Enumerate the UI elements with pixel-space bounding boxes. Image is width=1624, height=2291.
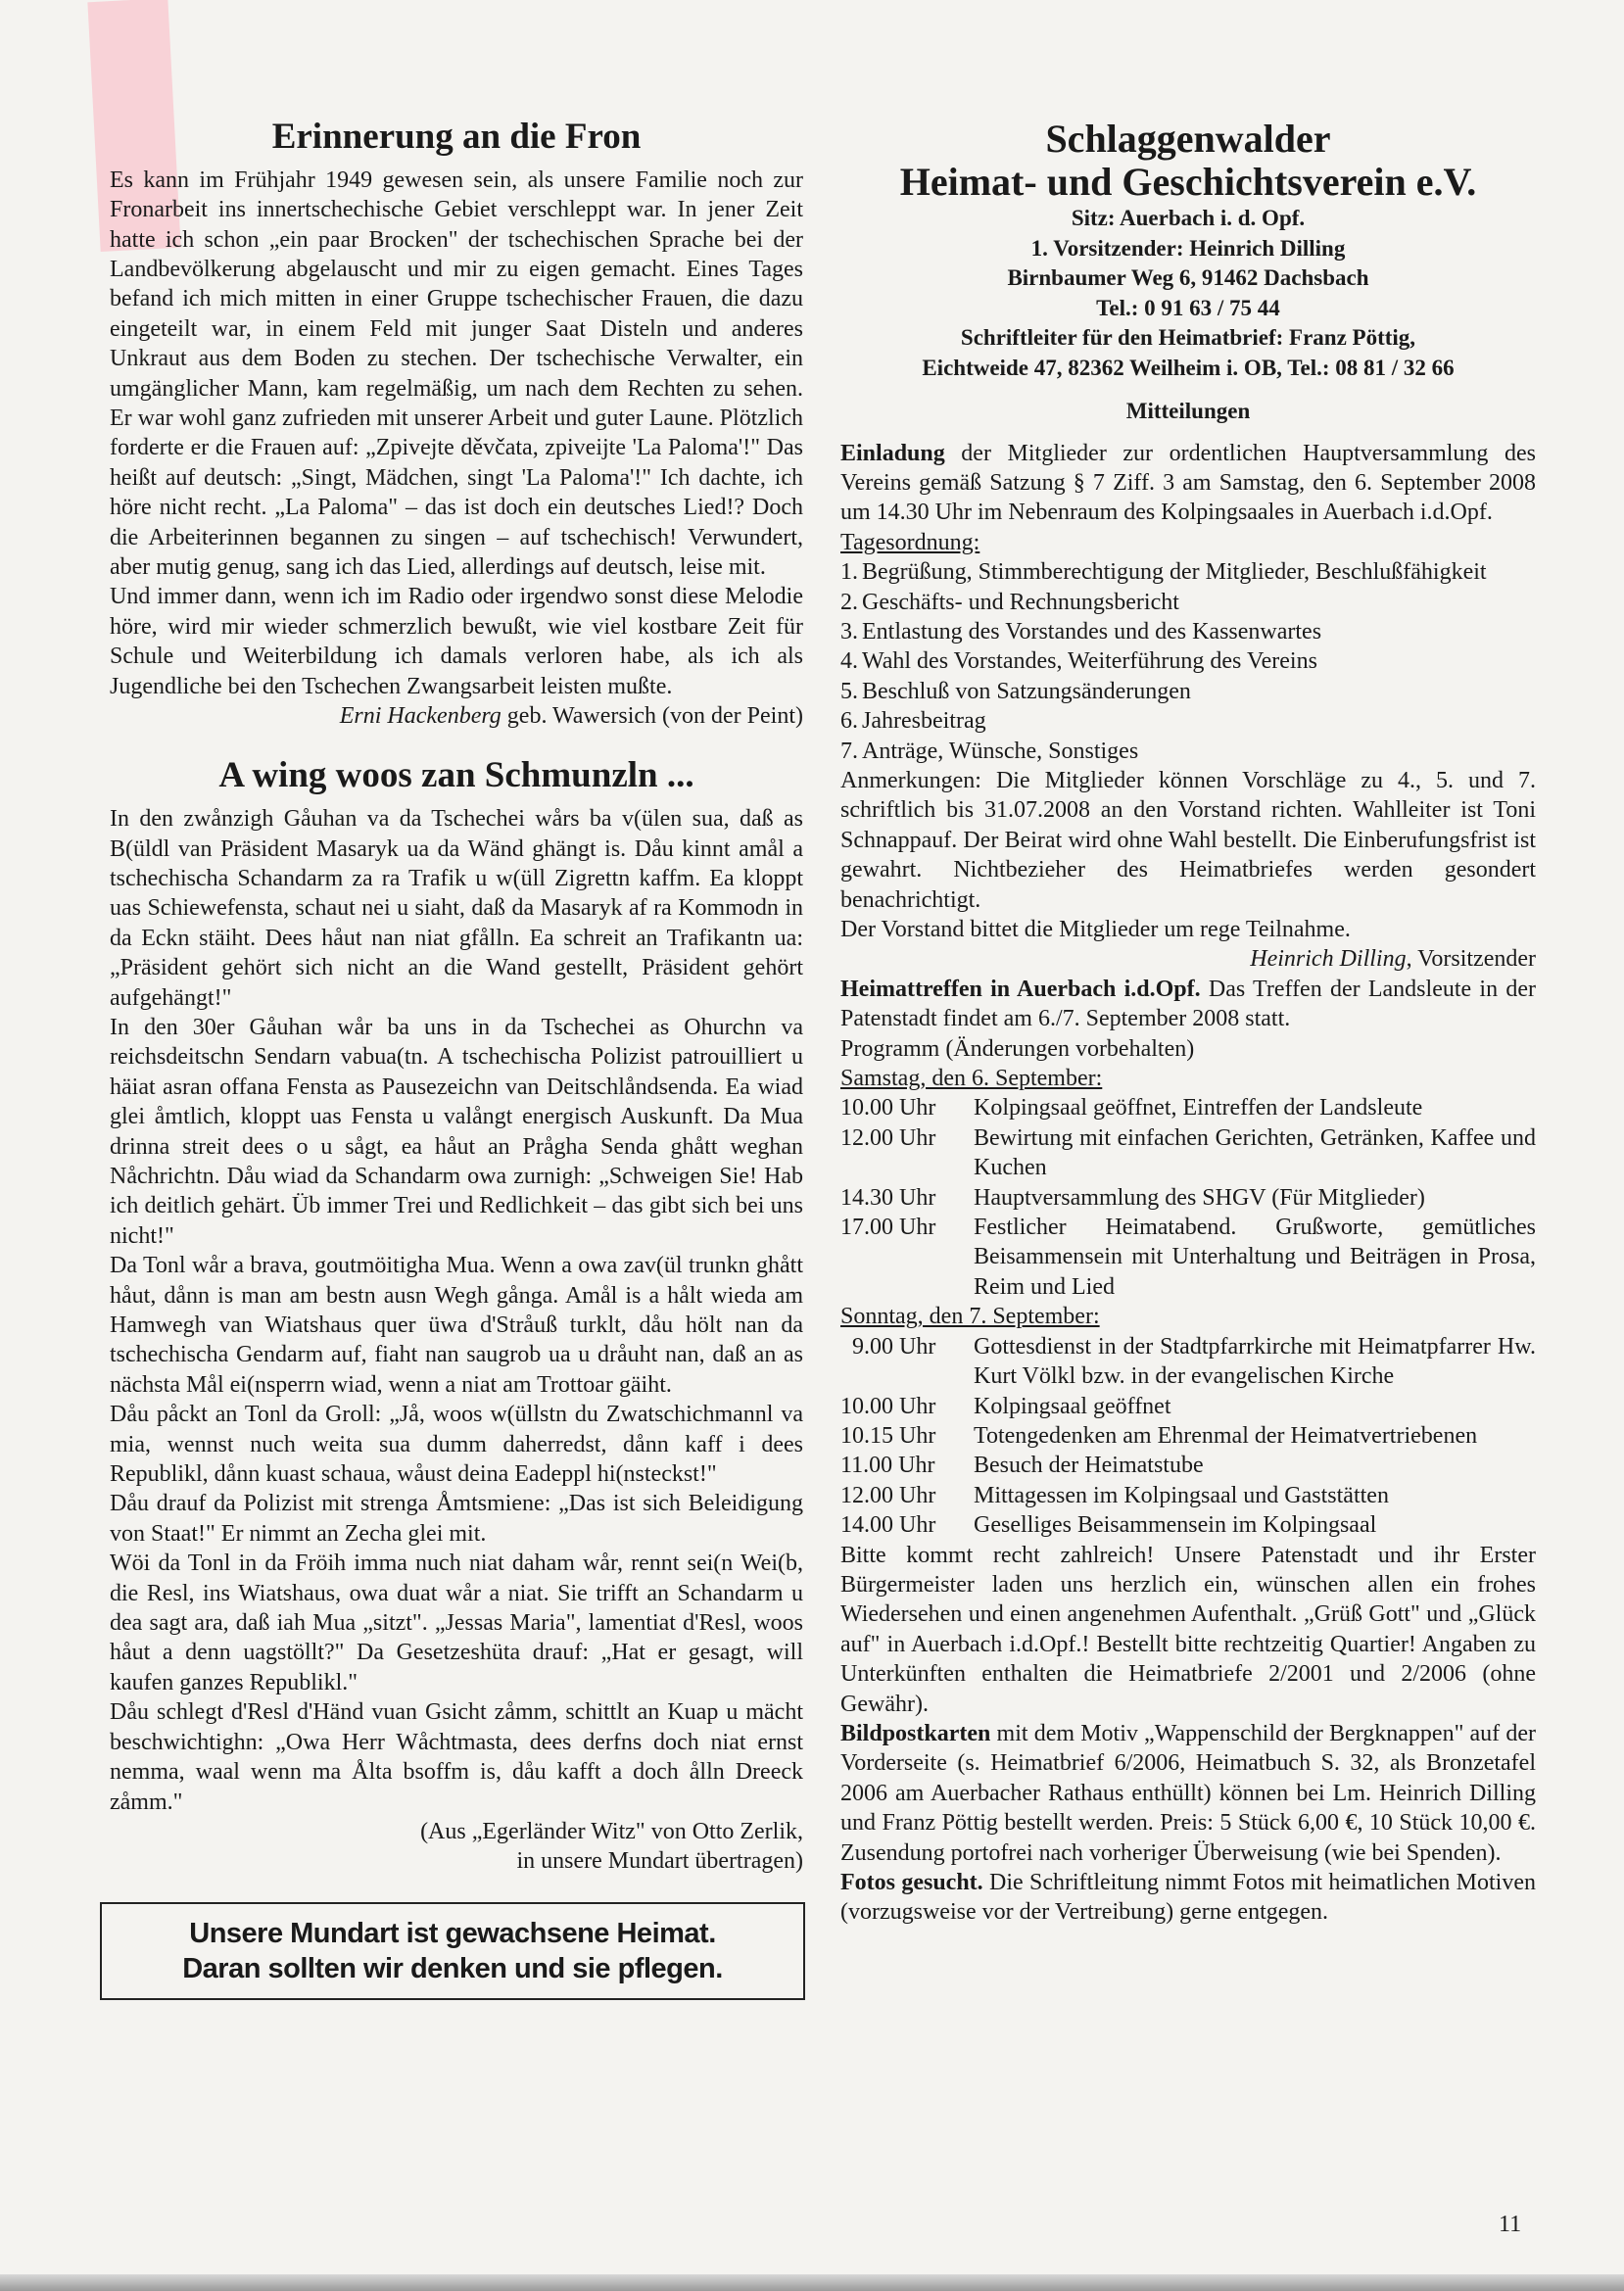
author-name: Erni Hackenberg — [339, 703, 502, 729]
joke-source-2: in unsere Mundart übertragen) — [516, 1848, 803, 1875]
agenda-item: 2. Geschäfts- und Rechnungsbericht — [840, 589, 1179, 615]
association-phone: Tel.: 0 91 63 / 75 44 — [1096, 295, 1280, 320]
joke-paragraph: Dåu drauf da Polizist mit strenga Åmtsmiene: „Das ist sich Beleidigung von Staat!" Er nimmt an Zecha glei mit. — [110, 1491, 803, 1547]
programm-line: Programm (Änderungen vorbehalten) — [840, 1035, 1195, 1062]
schedule-row: 10.00 Uhr Kolpingsaal geöffnet — [840, 1393, 1171, 1419]
agenda-item: 1. Begrüßung, Stimmberechtigung der Mitglieder, Beschlußfähigkeit — [840, 559, 1487, 586]
schedule-row: 12.00 Uhr Mittagessen im Kolpingsaal und Gaststätten — [840, 1482, 1389, 1508]
schedule-row: 14.00 Uhr Geselliges Beisammensein im Kolpingsaal — [840, 1512, 1377, 1539]
agenda-item: 3. Entlastung des Vorstandes und des Kassenwartes — [840, 618, 1322, 644]
agenda-item: 6. Jahresbeitrag — [840, 708, 986, 735]
callout-line-1: Unsere Mundart ist gewachsene Heimat. — [189, 1917, 716, 1949]
tagesordnung-label: Tagesordnung: — [840, 529, 980, 555]
agenda-item: 4. Wahl des Vorstandes, Weiterführung des Vereins — [840, 648, 1317, 675]
anmerkungen: Anmerkungen: Die Mitglieder können Vorschläge zu 4., 5. und 7. schriftlich bis 31.07.2008 an den Vorstand richten. Wahlleiter ist Toni Schnappauf. Der Beirat wird ohne Wahl bestellt. Die Einberufungsfrist ist gewahrt. Nichtbezieher des Heimatbriefes werden gesondert benachrichtigt. — [840, 767, 1536, 913]
callout-line-2: Daran sollten wir denken und sie pflegen. — [182, 1952, 723, 1984]
einladung-paragraph — [840, 439, 1536, 528]
association-seat: Sitz: Auerbach i. d. Opf. — [1071, 206, 1306, 230]
schedule-row: 10.15 Uhr Totengedenken am Ehrenmal der Heimatvertriebenen — [840, 1422, 1478, 1449]
scan-bottom-edge — [0, 2274, 1624, 2291]
bildpostkarten-paragraph: Bildpostkarten mit dem Motiv „Wappenschild der Bergknappen" auf der Vorderseite (s. Heimatbrief 6/2006, Heimatbuch S. 32, als Bronzetafel 2006 am Auerbacher Rathaus enthüllt) können bei Lm. Heinrich Dilling und Franz Pöttig bestellt werden. Preis: 5 Stück 6,00 €, 10 Stück 10,00 €. Zusendung portofrei nach vorheriger Überweisung (wie bei Spenden). — [840, 1720, 1536, 1866]
association-title-2: Heimat- und Geschichtsverein e.V. — [899, 160, 1477, 204]
story-fron-author — [110, 701, 803, 731]
left-column — [110, 118, 803, 2000]
schedule-row: 12.00 Uhr Bewirtung mit einfachen Gerichten, Getränken, Kaffee und Kuchen — [840, 1124, 1536, 1181]
editor-line: Schriftleiter für den Heimatbrief: Franz Pöttig, — [960, 325, 1416, 350]
story-title-schmunzln: A wing woos zan Schmunzln ... — [218, 755, 694, 796]
association-address: Birnbaumer Weg 6, 91462 Dachsbach — [1007, 265, 1369, 290]
agenda-item: 5. Beschluß von Satzungsänderungen — [840, 678, 1191, 704]
schedule-row: 11.00 Uhr Besuch der Heimatstube — [840, 1453, 1204, 1479]
joke-paragraph: Dåu påckt an Tonl da Groll: „Jå, woos w(üllstn du Zwatschichmannl va mia, wennst nuch weita sua dumm daherredst, dånn kaff i dees Republikl, dånn kuast schaua, wåust deina Eadeppl hi(nsteckst!" — [110, 1402, 803, 1488]
saturday-label: Samstag, den 6. September: — [840, 1066, 1103, 1092]
bitte-paragraph: Bitte kommt recht zahlreich! Unsere Patenstadt und ihr Erster Bürgermeister laden uns herzlich ein, wünschen allen ein frohes Wiedersehen und einen angenehmen Aufenthalt. „Grüß Gott" und „Glück auf" in Auerbach i.d.Opf.! Bestellt bitte rechtzeitig Quartier! Angaben zu Unterkünften enthalten die Heimatbriefe 2/2001 und 2/2006 (ohne Gewähr). — [840, 1542, 1536, 1717]
author-rest: geb. Wawersich (von der Peint) — [501, 703, 803, 729]
einladung-lead: Einladung — [840, 440, 945, 466]
page-number: 11 — [1499, 2212, 1522, 2237]
sunday-label: Sonntag, den 7. September: — [840, 1304, 1100, 1330]
story-fron-text: Es kann im Frühjahr 1949 gewesen sein, als unsere Familie noch zur Fronarbeit ins innertschechische Gebiet verschleppt war. In jener Zeit hatte ich schon „ein paar Brocken" der tschechischen Sprache bei der Landbevölkerung abgelauscht und mir zu eigen gemacht. Eines Tages befand ich mich mitten in einer Gruppe tschechischer Frauen, die dazu eingeteilt war, in einem Feld mit junger Saat Disteln und anderes Unkraut aus dem Boden zu stechen. Der tschechische Verwalter, ein umgänglicher Mann, kam regelmäßig, um nach dem Rechten zu sehen. Er war wohl ganz zufrieden mit unserer Arbeit und guter Laune. Plötzlich forderte er die Frauen auf: „Zpivejte děvčata, zpiveijte 'La Paloma'!" Das heißt auf deutsch: „Singt, Mädchen, singt 'La Paloma'!" Ich dachte, ich höre nicht recht. „La Paloma" – das ist doch ein deutsches Lied!? Doch die Arbeiterinnen begannen zu singen – auf tschechisch! Verwundert, aber mutig genug, sang ich das Lied, allerdings auf deutsch, leise mit. — [110, 167, 803, 580]
story-fron-text-2: Und immer dann, wenn ich im Radio oder irgendwo sonst diese Melodie höre, wird mir wieder schmerzlich bewußt, wie viel kostbare Zeit für Schule und Weiterbildung ich damals verloren habe, als ich als Jugendliche bei den Tschechen Zwangsarbeit leisten mußte. — [110, 584, 803, 699]
saturday-schedule — [840, 1093, 1536, 1302]
agenda-item: 7. Anträge, Wünsche, Sonstiges — [840, 738, 1139, 764]
joke-paragraph: Da Tonl wår a brava, goutmöitigha Mua. Wenn a owa zav(ül trunkn ghått håut, dånn is man am bestn ausn Wegh gånga. Amål is a hålt wieda am Hamwegh van Wiatshaus quer üwa d'Stråuß turklt, dåu hölt nan da tschechischa Gendarm auf, fiaht nan saugrob ua u dråuht nan, daß an as nächsta Mål ei(nsperrn wiad, wenn a niat am Trottoar gäiht. — [110, 1253, 803, 1398]
joke-paragraph: In den 30er Gåuhan wår ba uns in da Tschechei as Ohurchn va reichsdeitschn Sendarn vabua(tn. A tschechischa Polizist patrouilliert u häiat asran offana Fensta as Pausezeichn van Deitschlåndsenda. Ea wiad glei åmtlich, kloppt uas Fensta u valångt energisch Auskunft. Da Mua drinna streit dees o u sågt, ea håut an Prågha Senda ghått weghan Nåchrichtn. Dåu wiad da Schandarm owa zurnigh: „Schweigen Sie! Hab ich deitlich gehärt. Üb immer Trei und Redlichkeit – das gibt sich bei uns nicht!" — [110, 1014, 803, 1249]
joke-paragraph: In den zwånzigh Gåuhan va da Tschechei wårs ba v(ülen sua, daß as B(üldl van Präsident Masaryk ua da Wänd ghängt is. Dåu kinnt amål a tschechischa Schandarm za ra Trafik u w(üll Zigrettn kaffm. Ea kloppt uas Schiewefensta, schaut nei u siaht, daß da Masaryk af ra Kommodn in da Eckn stäiht. Dees håut nan niat gfålln. Ea schreit an Trafikantn ua: „Präsident gehört sich nicht an die Wand gestellt, Präsident gehört aufgehängt!" — [110, 806, 803, 1011]
einladung-text: der Mitglieder zur ordentlichen Hauptversammlung des Vereins gemäß Satzung § 7 Ziff. 3 am Samstag, den 6. September 2008 um 14.30 Uhr im Nebenraum des Kolpingsaales in Auerbach i.d.Opf. — [840, 440, 1536, 526]
association-title-1: Schlaggenwalder — [1045, 117, 1331, 161]
fotos-paragraph: Fotos gesucht. Die Schriftleitung nimmt Fotos mit heimatlichen Motiven (vorzugsweise vor der Vertreibung) gerne entgegen. — [840, 1870, 1537, 1926]
mitteilungen-heading: Mitteilungen — [1125, 399, 1251, 423]
sunday-schedule — [840, 1332, 1536, 1541]
right-column — [840, 118, 1536, 1928]
joke-paragraph: Wöi da Tonl in da Fröih imma nuch niat daham wår, rennt sei(n Wei(b, die Resl, ins Wiatshaus, owa duat wår a niat. Sie trifft an Schandarm u dea sagt ara, daß iah Mua „sitzt". „Jessas Maria", lamentiat d'Resl, woos håut a denn uagstöllt?" Da Gesetzeshüta drauf: „Hat er gesagt, will kaufen ganzes Republikl." — [110, 1551, 803, 1695]
schedule-row: 10.00 Uhr Kolpingsaal geöffnet, Eintreffen der Landsleute — [840, 1095, 1423, 1122]
mundart-callout-box — [100, 1902, 805, 2000]
joke-paragraph: Dåu schlegt d'Resl d'Händ vuan Gsicht zåmm, schittlt an Kuap u mächt beschwichtighn: „Owa Herr Wåchtmasta, dees derfns doch niat ernst nemma, waal wenn ma Ålta bsoffm is, dåu kafft a doch ålln Dreeck zåmm." — [110, 1699, 803, 1815]
schedule-row: 14.30 Uhr Hauptversammlung des SHGV (Für Mitglieder) — [840, 1184, 1425, 1211]
joke-source-1: (Aus „Egerländer Witz" von Otto Zerlik, — [420, 1818, 803, 1844]
schedule-row: 17.00 Uhr Festlicher Heimatabend. Grußworte, gemütliches Beisammensein mit Unterhaltung und Beiträgen in Prosa, Reim und Lied — [840, 1215, 1536, 1300]
dilling-signature: Heinrich Dilling, Vorsitzender — [1250, 946, 1536, 973]
heimattreffen-paragraph: Heimattreffen in Auerbach i.d.Opf. Das Treffen der Landsleute in der Patenstadt findet am 6./7. September 2008 statt. — [840, 976, 1536, 1032]
agenda-list — [840, 557, 1536, 766]
story-title-fron: Erinnerung an die Fron — [271, 117, 642, 157]
schedule-row: 9.00 Uhr Gottesdienst in der Stadtpfarrkirche mit Heimatpfarrer Hw. Kurt Völkl bzw. in der evangelischen Kirche — [852, 1333, 1536, 1390]
vorstand-note: Der Vorstand bittet die Mitglieder um rege Teilnahme. — [840, 917, 1351, 942]
editor-address: Eichtweide 47, 82362 Weilheim i. OB, Tel.: 08 81 / 32 66 — [922, 355, 1455, 380]
association-chair: 1. Vorsitzender: Heinrich Dilling — [1030, 235, 1346, 261]
